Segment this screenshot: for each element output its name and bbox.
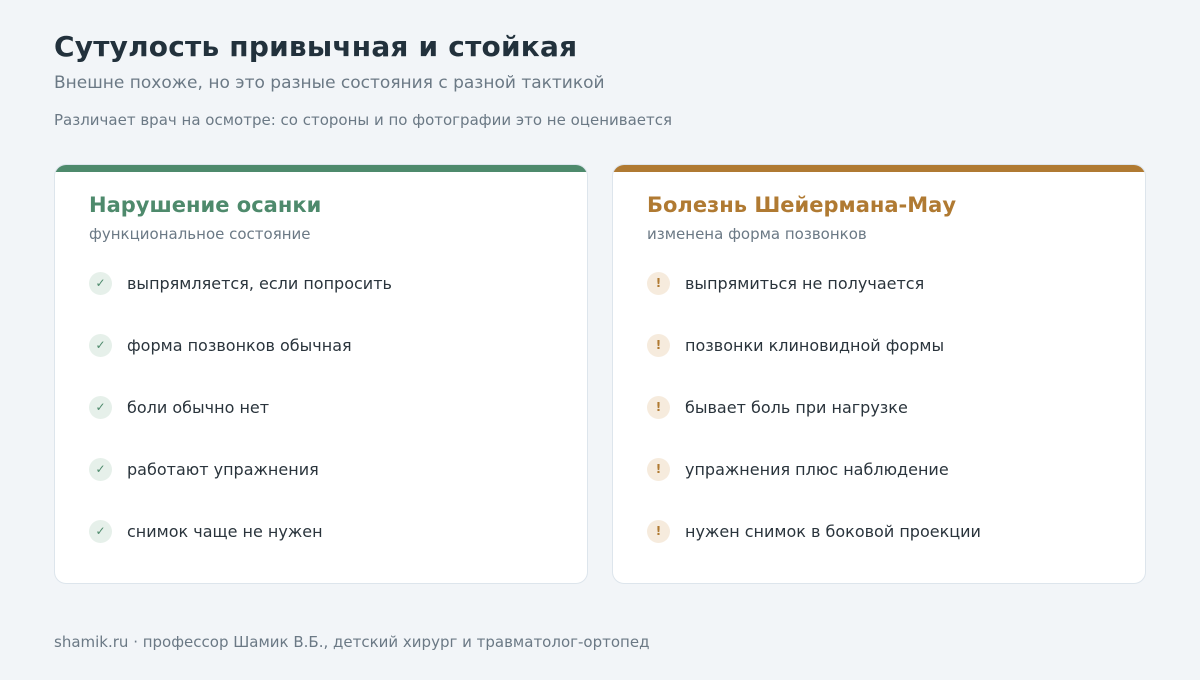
list-item xyxy=(89,333,392,357)
card-item-list xyxy=(89,271,392,581)
card-posture-disorder xyxy=(54,164,588,584)
footer-credit: shamik.ru · профессор Шамик В.Б., детский хирург и травматолог-ортопед xyxy=(54,633,650,651)
card-title: Нарушение осанки xyxy=(89,193,322,217)
list-item xyxy=(647,395,981,419)
list-item xyxy=(89,395,392,419)
card-subtitle: функциональное состояние xyxy=(89,225,311,243)
check-icon: ✓ xyxy=(89,520,112,543)
list-item xyxy=(647,271,981,295)
page-subtitle: Внешне похоже, но это разные состояния с разной тактикой xyxy=(54,73,605,93)
list-item-text: выпрямляется, если попросить xyxy=(127,273,392,293)
list-item-text: бывает боль при нагрузке xyxy=(685,397,908,417)
card-accent-bar xyxy=(613,165,1145,172)
list-item-text: форма позвонков обычная xyxy=(127,335,352,355)
warning-icon: ! xyxy=(647,458,670,481)
page-note: Различает врач на осмотре: со стороны и по фотографии это не оценивается xyxy=(54,111,673,129)
card-title: Болезнь Шейермана-Мау xyxy=(647,193,957,217)
list-item xyxy=(89,271,392,295)
page-title: Сутулость привычная и стойкая xyxy=(54,30,578,63)
list-item xyxy=(89,457,392,481)
list-item-text: боли обычно нет xyxy=(127,397,270,417)
list-item-text: работают упражнения xyxy=(127,459,319,479)
card-scheuermann-disease xyxy=(612,164,1146,584)
list-item-text: упражнения плюс наблюдение xyxy=(685,459,949,479)
list-item-text: снимок чаще не нужен xyxy=(127,521,323,541)
list-item-text: выпрямиться не получается xyxy=(685,273,925,293)
warning-icon: ! xyxy=(647,396,670,419)
check-icon: ✓ xyxy=(89,396,112,419)
list-item-text: нужен снимок в боковой проекции xyxy=(685,521,981,541)
card-subtitle: изменена форма позвонков xyxy=(647,225,867,243)
warning-icon: ! xyxy=(647,520,670,543)
warning-icon: ! xyxy=(647,272,670,295)
list-item-text: позвонки клиновидной формы xyxy=(685,335,945,355)
check-icon: ✓ xyxy=(89,334,112,357)
check-icon: ✓ xyxy=(89,272,112,295)
list-item xyxy=(647,519,981,543)
warning-icon: ! xyxy=(647,334,670,357)
card-accent-bar xyxy=(55,165,587,172)
list-item xyxy=(647,457,981,481)
list-item xyxy=(89,519,392,543)
list-item xyxy=(647,333,981,357)
check-icon: ✓ xyxy=(89,458,112,481)
card-item-list xyxy=(647,271,981,581)
